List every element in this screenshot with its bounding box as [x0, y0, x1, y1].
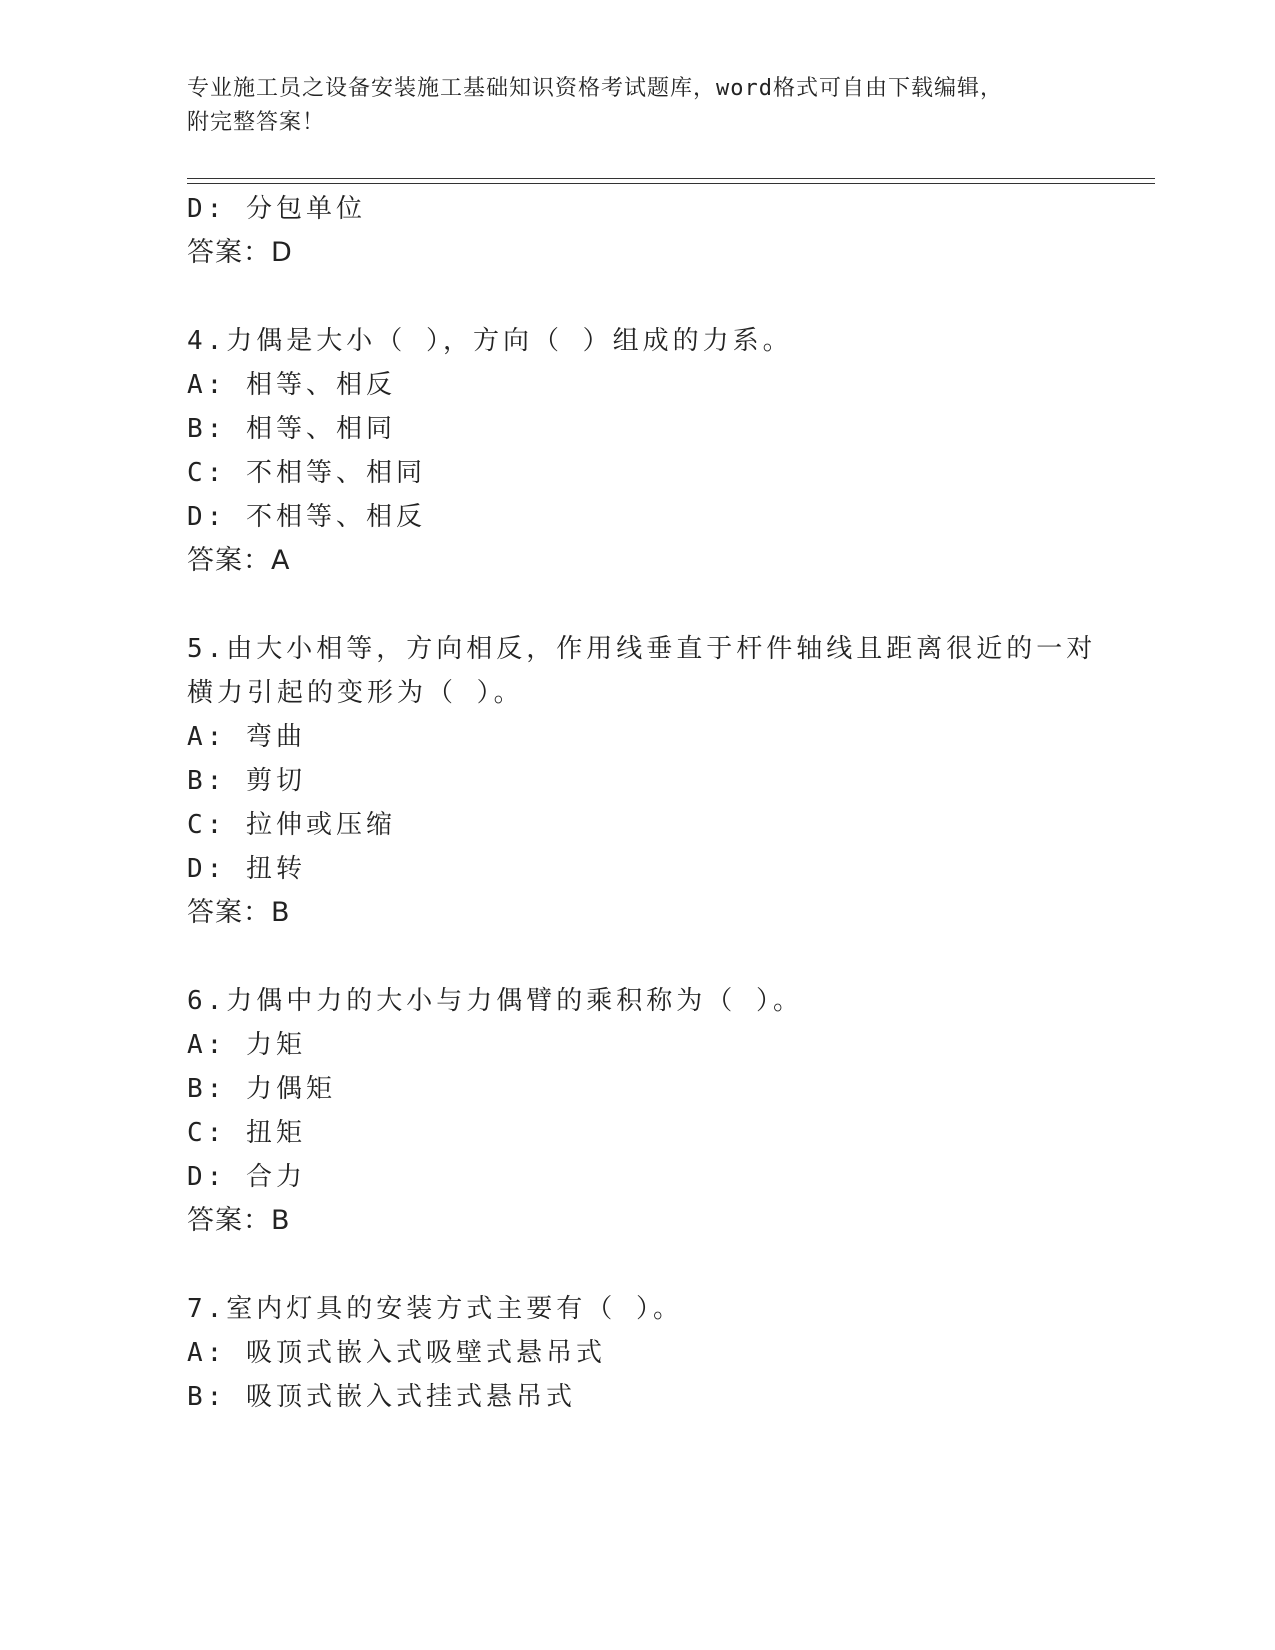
- option-d-q5: D: 扭转: [187, 854, 306, 884]
- answer-q3: 答案：D: [187, 237, 293, 268]
- option-b-q6: B: 力偶矩: [187, 1074, 336, 1104]
- header-divider-top: [187, 178, 1155, 179]
- question-5-line-2: 横力引起的变形为（ ）。: [187, 678, 524, 708]
- option-a-q4: A: 相等、相反: [187, 370, 396, 400]
- question-6: 6.力偶中力的大小与力偶臂的乘积称为（ ）。: [187, 986, 803, 1016]
- option-a-q5: A: 弯曲: [187, 722, 306, 752]
- header-line-1: 专业施工员之设备安装施工基础知识资格考试题库，word格式可自由下载编辑，: [187, 76, 1003, 101]
- answer-q6: 答案：B: [187, 1205, 291, 1236]
- option-c-q4: C: 不相等、相同: [187, 458, 426, 488]
- option-d-q4: D: 不相等、相反: [187, 502, 426, 532]
- option-b-q4: B: 相等、相同: [187, 414, 396, 444]
- option-d-q3: D: 分包单位: [187, 194, 366, 224]
- option-b-q5: B: 剪切: [187, 766, 306, 796]
- option-d-q6: D: 合力: [187, 1162, 306, 1192]
- answer-q5: 答案：B: [187, 897, 291, 928]
- option-a-q7: A: 吸顶式嵌入式吸壁式悬吊式: [187, 1338, 606, 1368]
- question-4: 4.力偶是大小（ ），方向（ ）组成的力系。: [187, 326, 793, 356]
- option-c-q5: C: 拉伸或压缩: [187, 810, 396, 840]
- option-a-q6: A: 力矩: [187, 1030, 306, 1060]
- document-header: [187, 72, 1087, 140]
- question-5-line-1: 5.由大小相等，方向相反，作用线垂直于杆件轴线且距离很近的一对: [187, 634, 1097, 664]
- header-line-2: 附完整答案！: [187, 110, 326, 135]
- header-divider-bottom: [187, 183, 1155, 184]
- answer-q4: 答案：A: [187, 545, 291, 576]
- option-c-q6: C: 扭矩: [187, 1118, 306, 1148]
- question-7: 7.室内灯具的安装方式主要有（ ）。: [187, 1294, 683, 1324]
- option-b-q7: B: 吸顶式嵌入式挂式悬吊式: [187, 1382, 576, 1412]
